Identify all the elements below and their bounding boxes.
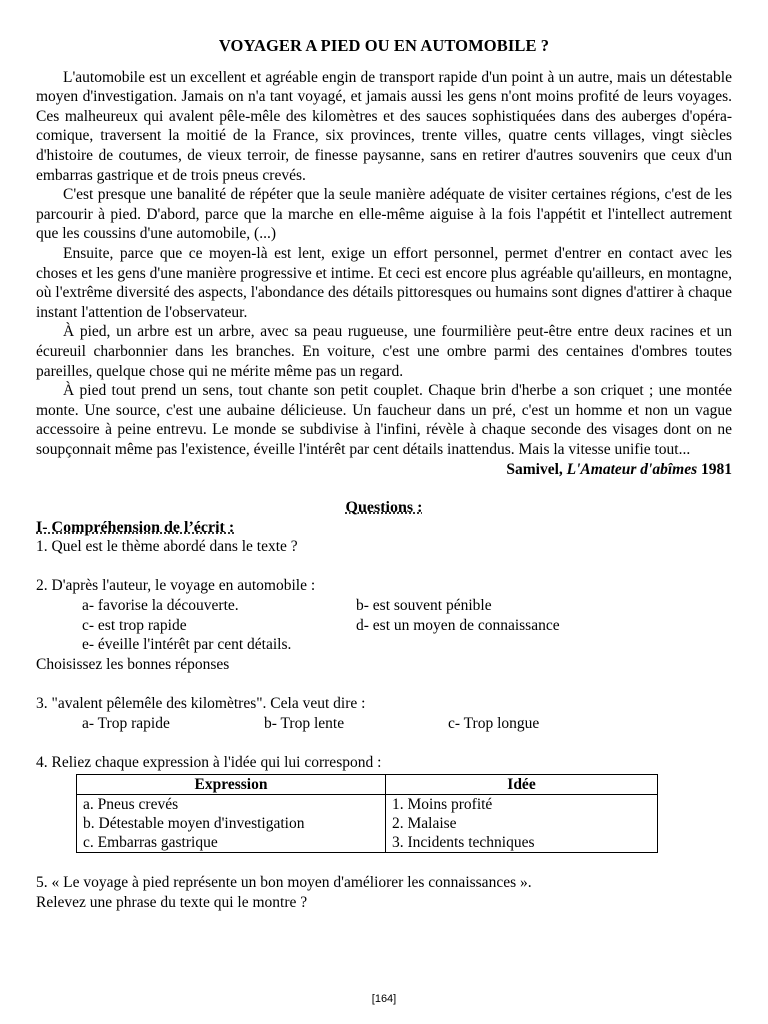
table-row (77, 833, 658, 853)
table-cell-expression: b. Détestable moyen d'investigation (77, 814, 386, 833)
table-cell-idee: 2. Malaise (386, 814, 658, 833)
section-heading: I- Compréhension de l’écrit : (36, 518, 235, 536)
table-header-row (77, 775, 658, 795)
table-row (77, 814, 658, 833)
q2-option-d: d- est un moyen de connaissance (356, 616, 560, 634)
question-1: 1. Quel est le thème abordé dans le texte ? (36, 538, 298, 556)
attribution-work: L'Amateur d'abîmes (566, 461, 698, 479)
questions-heading: Questions : (345, 499, 423, 517)
paragraph-5: À pied tout prend un sens, tout chante son petit couplet. Chaque brin d'herbe a son criquet ; une montée monte. Une source, c'est une aubaine délicieuse. Un faucheur dans un pré, c'est un homme et non un vague accessoire à peine entrevu. Le monde se subdivise à l'infini, révèle à chaque seconde des visages dont on ne soupçonnait même pas l'existence, éveille l'intérêt par cent détails inattendus. Mais la vitesse unifie tout... (36, 382, 732, 458)
table-cell-expression: a. Pneus crevés (77, 795, 386, 815)
page-number: [164] (371, 993, 397, 1005)
question-2-prompt: 2. D'après l'auteur, le voyage en automobile : (36, 577, 316, 595)
table-header-idee: Idée (386, 775, 658, 795)
table-header-expression: Expression (77, 775, 386, 795)
question-5-line-2: Relevez une phrase du texte qui le montre ? (36, 893, 308, 911)
document-page (36, 30, 732, 912)
attribution (36, 460, 732, 480)
question-3-prompt: 3. "avalent pêlemêle des kilomètres". Cela veut dire : (36, 695, 366, 712)
table-cell-idee: 1. Moins profité (386, 795, 658, 815)
matching-table (76, 774, 658, 853)
question-4-prompt: 4. Reliez chaque expression à l'idée qui lui correspond : (36, 753, 382, 771)
question-5-line-1: 5. « Le voyage à pied représente un bon moyen d'améliorer les connaissances ». (36, 873, 532, 891)
paragraph-4: À pied, un arbre est un arbre, avec sa peau rugueuse, une fourmilière peut-être entre deux racines et un écureuil charbonnier dans les branches. En voiture, c'est une ombre parmi des centaines d'ombres toutes pareilles, quelque chose qui ne mérite même pas un regard. (36, 323, 732, 380)
question-2-options-row-2 (36, 616, 732, 636)
q2-option-a: a- favorise la découverte. (82, 597, 239, 615)
table-cell-expression: c. Embarras gastrique (77, 833, 386, 853)
q2-option-e: e- éveille l'intérêt par cent détails. (82, 636, 292, 654)
attribution-year: 1981 (701, 461, 732, 479)
table-row (77, 795, 658, 815)
question-2-options-row-1 (36, 596, 732, 616)
q3-option-c: c- Trop longue (448, 714, 540, 732)
question-2-instruction: Choisissez les bonnes réponses (36, 655, 230, 673)
question-2-options-row-3 (36, 635, 732, 655)
paragraph-3: Ensuite, parce que ce moyen-là est lent, exige un effort personnel, permet d'entrer en contact avec les choses et les gens d'une manière progressive et intime. Et ceci est encore plus agréable qu'ailleurs, en montagne, où l'extrême diversité des aspects, l'abondance des détails pittoresques ou humains sont dignes d'attirer à chaque instant l'attention de l'observateur. (36, 244, 732, 321)
q3-option-b: b- Trop lente (264, 714, 345, 732)
document-title: VOYAGER A PIED OU EN AUTOMOBILE ? (218, 36, 550, 55)
table-cell-idee: 3. Incidents techniques (386, 833, 658, 853)
q2-option-c: c- est trop rapide (82, 616, 187, 634)
q2-option-b: b- est souvent pénible (356, 597, 492, 615)
attribution-author: Samivel, (506, 461, 563, 479)
paragraph-2: C'est presque une banalité de répéter que la seule manière adéquate de visiter certaines régions, c'est de les parcourir à pied. D'abord, parce que la marche en elle-même aiguise à la fois l'appétit et l'intellect autrement que les coussins d'une automobile, (...) (36, 186, 732, 243)
question-3-options (36, 714, 732, 734)
q3-option-a: a- Trop rapide (82, 714, 170, 732)
paragraph-1: L'automobile est un excellent et agréable engin de transport rapide d'un point à un autre, mais un détestable moyen d'investigation. Jamais on n'a tant voyagé, et jamais aussi les gens n'ont moins profité de leurs voyages. Ces malheureux qui avalent pêle-mêle des kilomètres et des sauces sophistiquées dans des auberges d'opéra-comique, traversent la moitié de la France, six provinces, trente villes, quatre cents villages, vingt siècles d'histoire de coutumes, de vieux terroir, de finesse paysanne, sans en retirer d'autres souvenirs que ceux d'un embarras gastrique et de trois pneus crevés. (36, 68, 732, 184)
